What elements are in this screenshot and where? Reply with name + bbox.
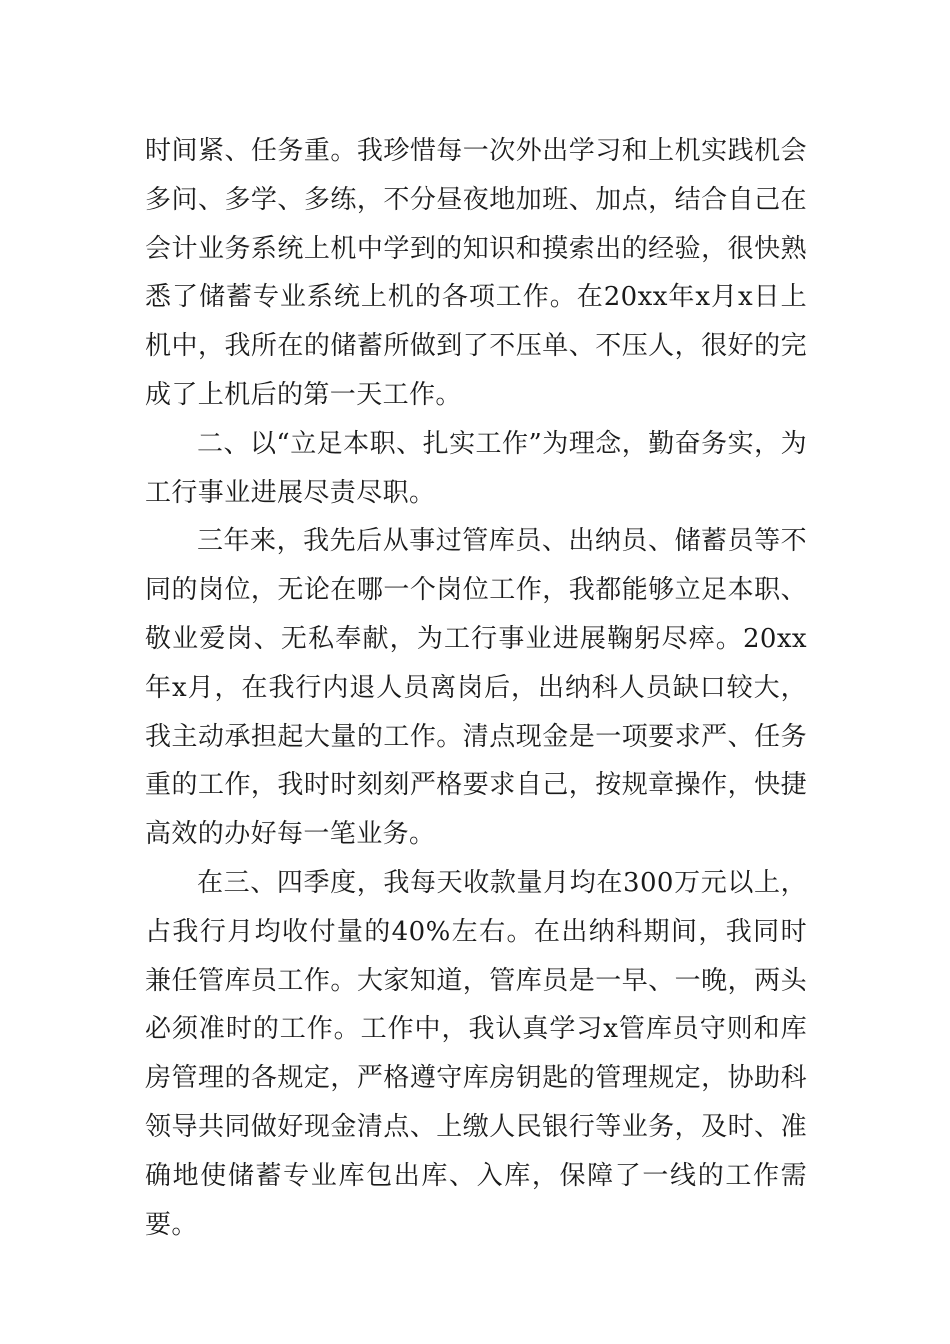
paragraph-2: 二、以“立足本职、扎实工作”为理念，勤奋务实，为工行事业进展尽责尽职。 xyxy=(145,428,807,508)
paragraph-1: 时间紧、任务重。我珍惜每一次外出学习和上机实践机会多问、多学、多练，不分昼夜地加班、加点，结合自己在会计业务系统上机中学到的知识和摸索出的经验，很快熟悉了储蓄专业系统上机的各项工作。在20xx年x月x日上机中，我所在的储蓄所做到了不压单、不压人，很好的完成了上机后的第一天工作。 xyxy=(145,136,807,410)
document-body xyxy=(145,127,807,1249)
paragraph-4: 在三、四季度，我每天收款量月均在300万元以上，占我行月均收付量的40%左右。在出纳科期间，我同时兼任管库员工作。大家知道，管库员是一早、一晚，两头必须准时的工作。工作中，我认真学习x管库员守则和库房管理的各规定，严格遵守库房钥匙的管理规定，协助科领导共同做好现金清点、上缴人民银行等业务，及时、准确地使储蓄专业库包出库、入库，保障了一线的工作需要。 xyxy=(145,867,807,1240)
paragraph-3: 三年来，我先后从事过管库员、出纳员、储蓄员等不同的岗位，无论在哪一个岗位工作，我都能够立足本职、敬业爱岗、无私奉献，为工行事业进展鞠躬尽瘁。20xx年x月，在我行内退人员离岗后，出纳科人员缺口较大，我主动承担起大量的工作。清点现金是一项要求严、任务重的工作，我时时刻刻严格要求自己，按规章操作，快捷高效的办好每一笔业务。 xyxy=(145,526,807,850)
